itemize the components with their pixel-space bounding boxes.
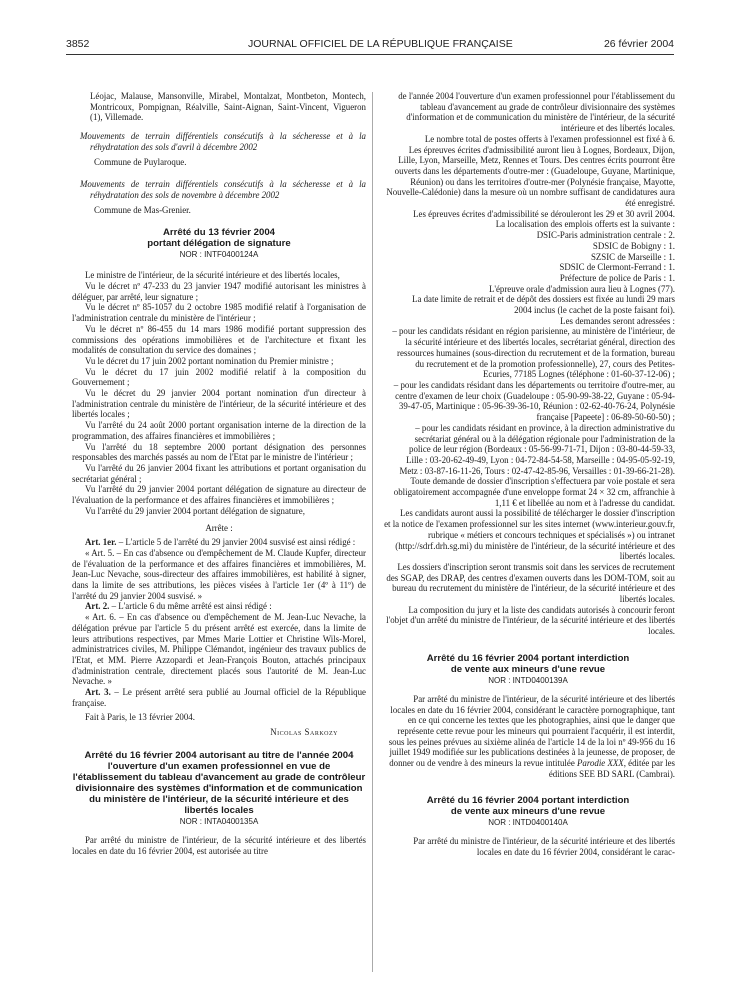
journal-title: JOURNAL OFFICIEL DE LA RÉPUBLIQUE FRANÇAISE <box>248 38 513 50</box>
demande-item: – pour les candidats résidant dans les départements ou territoire d'outre-mer, au centre d'examen de leur choix (Guadeloupe : 05-90-99-38-22, Guyane : 05-94-39-47-05, Martinique : 05-96-39-36-10, Réunion : 02-62-40-76-24, Polynésie française [Papeete] : 06-89-50-60-50) ; <box>393 379 675 423</box>
localisation-item: SZSIC de Marseille : 1. <box>590 251 675 262</box>
arrete-3-title-line-2: de vente aux mineurs d'une revue <box>450 663 606 675</box>
arrete-4-start: Par arrêté du ministre de l'intérieur, de la sécurité intérieure et des libertés locales en date du 16 février 2004, considérant le carac- <box>413 836 675 858</box>
localisation-item: DSIC-Paris administration centrale : 2. <box>536 230 675 241</box>
arrete-nor: NOR : INTF0400124A <box>179 250 259 260</box>
article-1-quote: « Art. 5. – En cas d'absence ou d'empêchement de M. Claude Kupfer, directeur de l'évaluation de la performance et des affaires financières et immobilières, M. Jean-Luc Nevache, sous-directeur des affaires immobilières, est habilité à signer, dans la limite de ses attributions, les pièces visées à l'article 1er (4º à 11º) de l'arrêté du 29 janvier 2004 susvisé. » <box>72 547 366 601</box>
article-3 <box>72 687 366 708</box>
article-2 <box>72 601 366 612</box>
article-1-label: Art. 1er. <box>85 537 117 548</box>
visa: Vu le décret du 17 juin 2002 portant nomination du Premier ministre ; <box>85 355 334 366</box>
visa: Vu le décret nº 47-233 du 23 janvier 1947 modifié autorisant les ministres à déléguer, par arrêté, leur signature ; <box>72 281 366 302</box>
right-column <box>381 91 675 983</box>
article-1 <box>72 537 366 548</box>
date-limite: La date limite de retrait et de dépôt des dossiers est fixée au lundi 29 mars 2004 inclus (le cachet de la poste faisant foi). <box>412 294 675 316</box>
arrete-title-line-2: portant délégation de signature <box>147 238 291 250</box>
arrete-3-nor: NOR : INTD0400139A <box>488 675 568 685</box>
visa: Vu l'arrêté du 18 septembre 2000 portant désignation des personnes responsables des marchés passés au nom de l'Etat par le ministre de l'intérieur ; <box>72 441 366 463</box>
arrete-2-nor: NOR : INTA0400135A <box>179 816 259 826</box>
mouvements-title-2: Mouvements de terrain différentiels consécutifs à la sécheresse et à la réhydratation des sols de novembre à décembre 2002 <box>80 179 366 200</box>
arrete-4-nor: NOR : INTD0400140A <box>488 818 568 828</box>
arrete-3-text <box>381 694 675 780</box>
article-3-label: Art. 3. <box>85 687 111 698</box>
localisation-item: SDSIC de Clermont-Ferrand : 1. <box>559 262 675 273</box>
telechargement: Les candidats auront aussi la possibilité de télécharger le dossier d'inscription et la notice de l'examen professionnel sur les sites internet (www.interieur.gouv.fr, rubrique « métiers et concours techniques et spécialisés ») ou intranet (http://sdrf.drh.sg.mi) du ministère de l'intérieur, de la sécurité intérieure et des libertés locales. <box>384 508 675 562</box>
fait-a-paris: Fait à Paris, le 13 février 2004. <box>85 712 195 723</box>
visa: Vu l'arrêté du 29 janvier 2004 portant délégation de signature, <box>85 505 305 516</box>
localisation-item: SDSIC de Bobigny : 1. <box>592 240 675 251</box>
epreuves-dates: Les épreuves écrites d'admissibilité se dérouleront les 29 et 30 avril 2004. <box>413 208 675 219</box>
localisation-item: Préfecture de police de Paris : 1. <box>559 272 675 283</box>
toute-demande: Toute demande de dossier d'inscription s'effectuera par voie postale et sera obligatoirement accompagnée d'une enveloppe format 24 × 32 cm, affranchie à 1,11 € et libellée au nom et à l'adresse du candidat. <box>393 476 675 508</box>
arrete-title-line-1: Arrêté du 13 février 2004 <box>163 227 275 239</box>
article-3-text: – Le présent arrêté sera publié au Journal officiel de la République française. <box>72 687 366 708</box>
visa: Vu le décret nº 86-455 du 14 mars 1986 modifié portant suppression des commissions des opérations immobilières et de l'architecture et fixant les modalités de consultation du service des domaines ; <box>72 323 366 356</box>
arrete-2-title: Arrêté du 16 février 2004 autorisant au titre de l'année 2004 l'ouverture d'un examen professionnel en vue de l'établissement du tableau d'avancement au grade de contrôleur divisionnaire des systèmes d'information et de communication du ministère de l'intérieur, de la sécurité intérieure et des libertés locales <box>72 749 366 816</box>
arrete-3-text-a: Par arrêté du ministre de l'intérieur, de la sécurité intérieure et des libertés locales en date du 16 février 2004, considérant le caractère pornographique, tant en ce qui concerne les textes que les photographies, ainsi que le danger que représente cette revue pour les mineurs qui pourraient l'acquérir, il est interdit, sous les peines prévues au sixième alinéa de l'article 14 de la loi nº 49-956 du 16 juillet 1949 modifiée sur les publications destinées à la jeunesse, de proposer, de donner ou de vendre à des mineurs la revue intitulée <box>388 693 675 769</box>
visa: Vu l'arrêté du 29 janvier 2004 portant délégation de signature au directeur de l'évaluation de la performance et des affaires financières et immobilières ; <box>72 484 366 506</box>
left-column <box>72 91 366 983</box>
demande-item: – pour les candidats résidant en région parisienne, au ministère de l'intérieur, de la sécurité intérieure et des libertés locales, secrétariat général, direction des ressources humaines (sous-direction du recrutement et de la formation, bureau du recrutement et de la promotion professionnelle), 27, cours des Petites-Ecuries, 77185 Lognes (téléphone : 01-60-37-12-06) ; <box>392 326 675 380</box>
visa: Vu l'arrêté du 24 août 2000 portant organisation interne de la direction de la programmation, des affaires financières et immobilières ; <box>72 420 366 441</box>
issue-date: 26 février 2004 <box>603 38 674 50</box>
continued-paragraph: de l'année 2004 l'ouverture d'un examen professionnel pour l'établissement du tableau d'avancement au grade de contrôleur divisionnaire des systèmes d'information et de communication du ministère de l'intérieur, de la sécurité intérieure et des libertés locales. <box>398 91 675 134</box>
epreuves: Les épreuves écrites d'admissibilité auront lieu à Lognes, Bordeaux, Dijon, Lille, Lyon, Marseille, Metz, Rennes et Tours. Des centres écrits pourront être ouverts dans les départements d'outre-mer : (Guadeloupe, Guyane, Martinique, Réunion) ou dans les territoires d'outre-mer (Polynésie française, Mayotte, Nouvelle-Calédonie) dans la mesure où un nombre suffisant de candidatures aura été enregistré. <box>386 144 675 209</box>
article-2-text: – L'article 6 du même arrêté est ainsi rédigé : <box>109 601 272 612</box>
article-1-text: – L'article 5 de l'arrêté du 29 janvier 2004 susvisé est ainsi rédigé : <box>116 537 356 548</box>
arrete-word: Arrête : <box>205 522 233 533</box>
arrete-4-title-line-1: Arrêté du 16 février 2004 portant interdiction <box>426 795 630 807</box>
visa: Vu l'arrêté du 26 janvier 2004 fixant les attributions et portant organisation du secrétariat général ; <box>72 462 366 484</box>
signature: Nicolas Sarkozy <box>270 727 338 738</box>
arrete-intro: Le ministre de l'intérieur, de la sécurité intérieure et des libertés locales, <box>85 270 340 281</box>
arrete-3-revue-title: Parodie XXX <box>576 758 624 769</box>
commune-puylaroque: Commune de Puylaroque. <box>94 156 187 167</box>
arrete-3-text-b: , éditée par les éditions SEE BD SARL (Cambrai). <box>548 758 675 779</box>
demandes-intro: Les demandes seront adressées : <box>560 315 675 326</box>
arrete-2-start: Par arrêté du ministre de l'intérieur, de la sécurité intérieure et des libertés locales en date du 16 février 2004, est autorisée au titre <box>72 834 366 856</box>
demande-item: – pour les candidats résidant en province, à la direction administrative du secrétariat général ou à la délégation régionale pour l'administration de la police de leur région (Bordeaux : 05-56-99-71-71, Dijon : 03-80-44-59-33, Lille : 03-20-62-49-49, Lyon : 04-72-84-54-58, Marseille : 04-95-05-92-19, Metz : 03-87-16-11-26, Tours : 02-47-42-85-96, Versailles : 01-39-66-21-28). <box>399 422 675 476</box>
mouvements-title-1: Mouvements de terrain différentiels consécutifs à la sécheresse et à la réhydratation des sols d'avril à décembre 2002 <box>80 131 366 152</box>
communes-list: Léojac, Malause, Mansonville, Mirabel, Montalzat, Montbeton, Montech, Montricoux, Pompignan, Réalville, Saint-Aignan, Saint-Vincent, Vigueron (1), Villemade. <box>90 91 366 123</box>
page-number: 3852 <box>66 38 90 50</box>
header-rule <box>66 54 674 55</box>
visa: Vu le décret nº 85-1057 du 2 octobre 1985 modifié relatif à l'organisation de l'administration centrale du ministère de l'intérieur ; <box>72 302 366 324</box>
article-2-label: Art. 2. <box>85 601 110 612</box>
postes: Le nombre total de postes offerts à l'examen professionnel est fixé à 6. <box>424 133 675 144</box>
localisation-intro: La localisation des emplois offerts est la suivante : <box>495 219 675 230</box>
epreuve-orale: L'épreuve orale d'admission aura lieu à Lognes (77). <box>488 283 675 294</box>
column-separator <box>372 92 373 972</box>
article-2-quote: « Art. 6. – En cas d'absence ou d'empêchement de M. Jean-Luc Nevache, la délégation prévue par l'article 5 du présent arrêté est exercée, dans la limite de leurs attributions respectives, par Mmes Marie Lottier et Christine Wils-Morel, administratrices civiles, M. Philippe Clémandot, ingénieur des travaux publics de l'Etat, et MM. Pierre Azzopardi et Jean-François Bouton, attachés principaux d'administration centrale, directement placés sous l'autorité de M. Jean-Luc Nevache. » <box>72 612 366 687</box>
commune-mas-grenier: Commune de Mas-Grenier. <box>94 204 191 215</box>
visa: Vu le décret du 17 juin 2002 modifié relatif à la composition du Gouvernement ; <box>72 366 366 388</box>
dossiers-inscription: Les dossiers d'inscription seront transmis soit dans les services de recrutement des SGAP, des DRAP, des centres d'examen ouverts dans les DOM-TOM, soit au bureau du recrutement du ministère de l'intérieur, de la sécurité intérieure et des libertés locales. <box>386 561 675 605</box>
composition-jury: La composition du jury et la liste des candidats autorisés à concourir feront l'objet d'un arrêté du ministre de l'intérieur, de la sécurité intérieure et des libertés locales. <box>386 604 675 637</box>
arrete-4-title-line-2: de vente aux mineurs d'une revue <box>450 806 606 818</box>
visa: Vu le décret du 29 janvier 2004 portant nomination d'un directeur à l'administration centrale du ministère de l'intérieur, de la sécurité intérieure et des libertés locales ; <box>72 388 366 420</box>
arrete-3-title-line-1: Arrêté du 16 février 2004 portant interdiction <box>426 652 630 664</box>
